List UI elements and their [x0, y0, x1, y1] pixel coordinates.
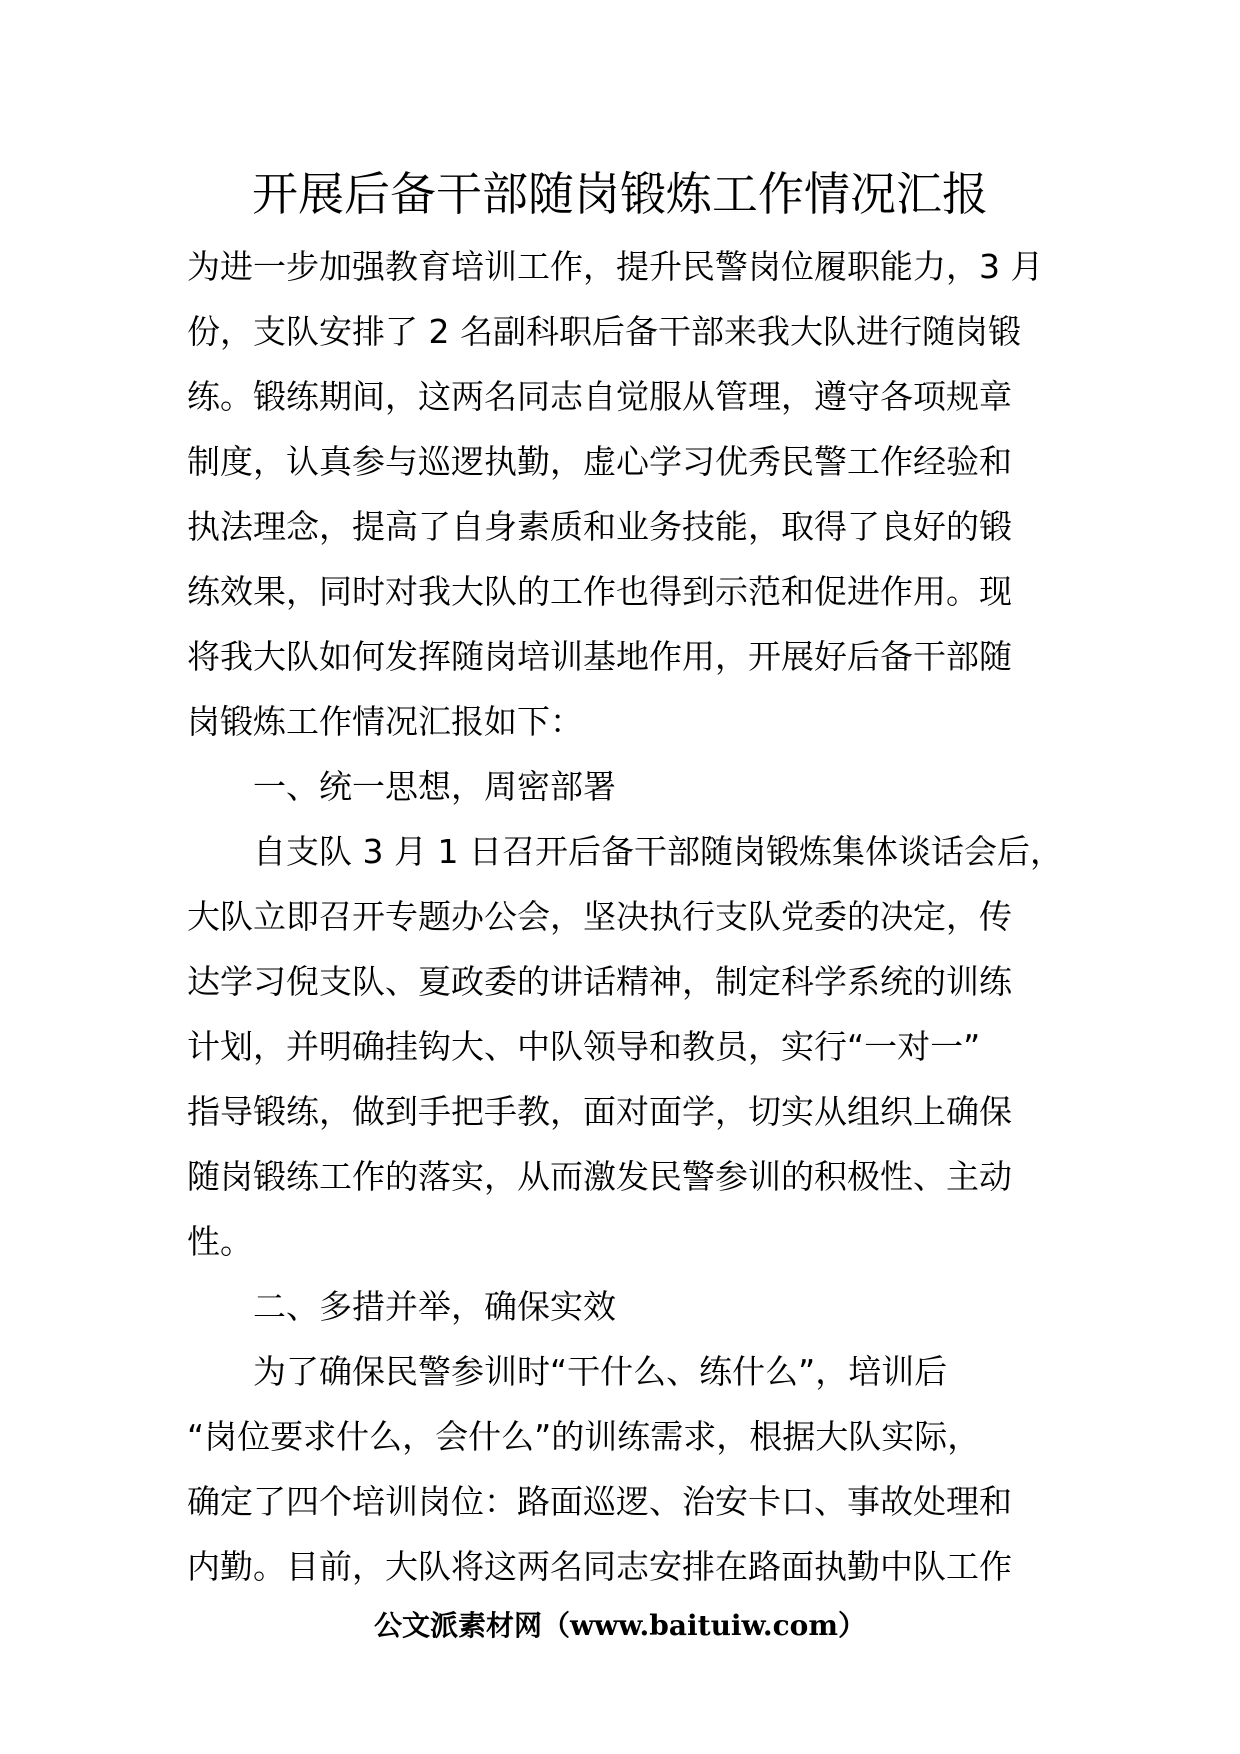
body-line: 达学习倪支队、夏政委的讲话精神，制定科学系统的训练	[187, 962, 1012, 1001]
body-line: 练。锻练期间，这两名同志自觉服从管理，遵守各项规章	[187, 377, 1012, 416]
body-line: “岗位要求什么，会什么”的训练需求，根据大队实际，	[187, 1417, 981, 1456]
body-line: 指导锻练，做到手把手教，面对面学，切实从组织上确保	[187, 1092, 1012, 1131]
body-line: 性。	[187, 1222, 253, 1261]
section-heading: 一、统一思想，周密部署	[187, 767, 616, 806]
body-line: 练效果，同时对我大队的工作也得到示范和促进作用。现	[187, 572, 1012, 611]
body-line: 随岗锻练工作的落实，从而激发民警参训的积极性、主动	[187, 1157, 1012, 1196]
body-line: 计划，并明确挂钩大、中队领导和教员，实行“一对一”	[187, 1027, 981, 1066]
body-line: 为进一步加强教育培训工作，提升民警岗位履职能力，3 月	[187, 247, 1044, 286]
footer-watermark: 公文派素材网（www.baituiw.com）	[374, 1609, 866, 1642]
section-heading: 二、多措并举，确保实效	[187, 1287, 616, 1326]
body-line: 将我大队如何发挥随岗培训基地作用，开展好后备干部随	[187, 637, 1012, 676]
body-line: 制度，认真参与巡逻执勤，虚心学习优秀民警工作经验和	[187, 442, 1012, 481]
body-line: 为了确保民警参训时“干什么、练什么”，培训后	[187, 1352, 948, 1391]
document-body	[187, 234, 1087, 1599]
body-line: 自支队 3 月 1 日召开后备干部随岗锻炼集体谈话会后，	[187, 832, 1063, 871]
body-line: 大队立即召开专题办公会，坚决执行支队党委的决定，传	[187, 897, 1012, 936]
body-line: 岗锻炼工作情况汇报如下：	[187, 702, 583, 741]
body-line: 份，支队安排了 2 名副科职后备干部来我大队进行随岗锻	[187, 312, 1021, 351]
body-line: 执法理念，提高了自身素质和业务技能，取得了良好的锻	[187, 507, 1012, 546]
body-line: 内勤。目前，大队将这两名同志安排在路面执勤中队工作	[187, 1547, 1012, 1586]
document-title: 开展后备干部随岗锻炼工作情况汇报	[252, 167, 988, 221]
body-line: 确定了四个培训岗位：路面巡逻、治安卡口、事故处理和	[187, 1482, 1012, 1521]
